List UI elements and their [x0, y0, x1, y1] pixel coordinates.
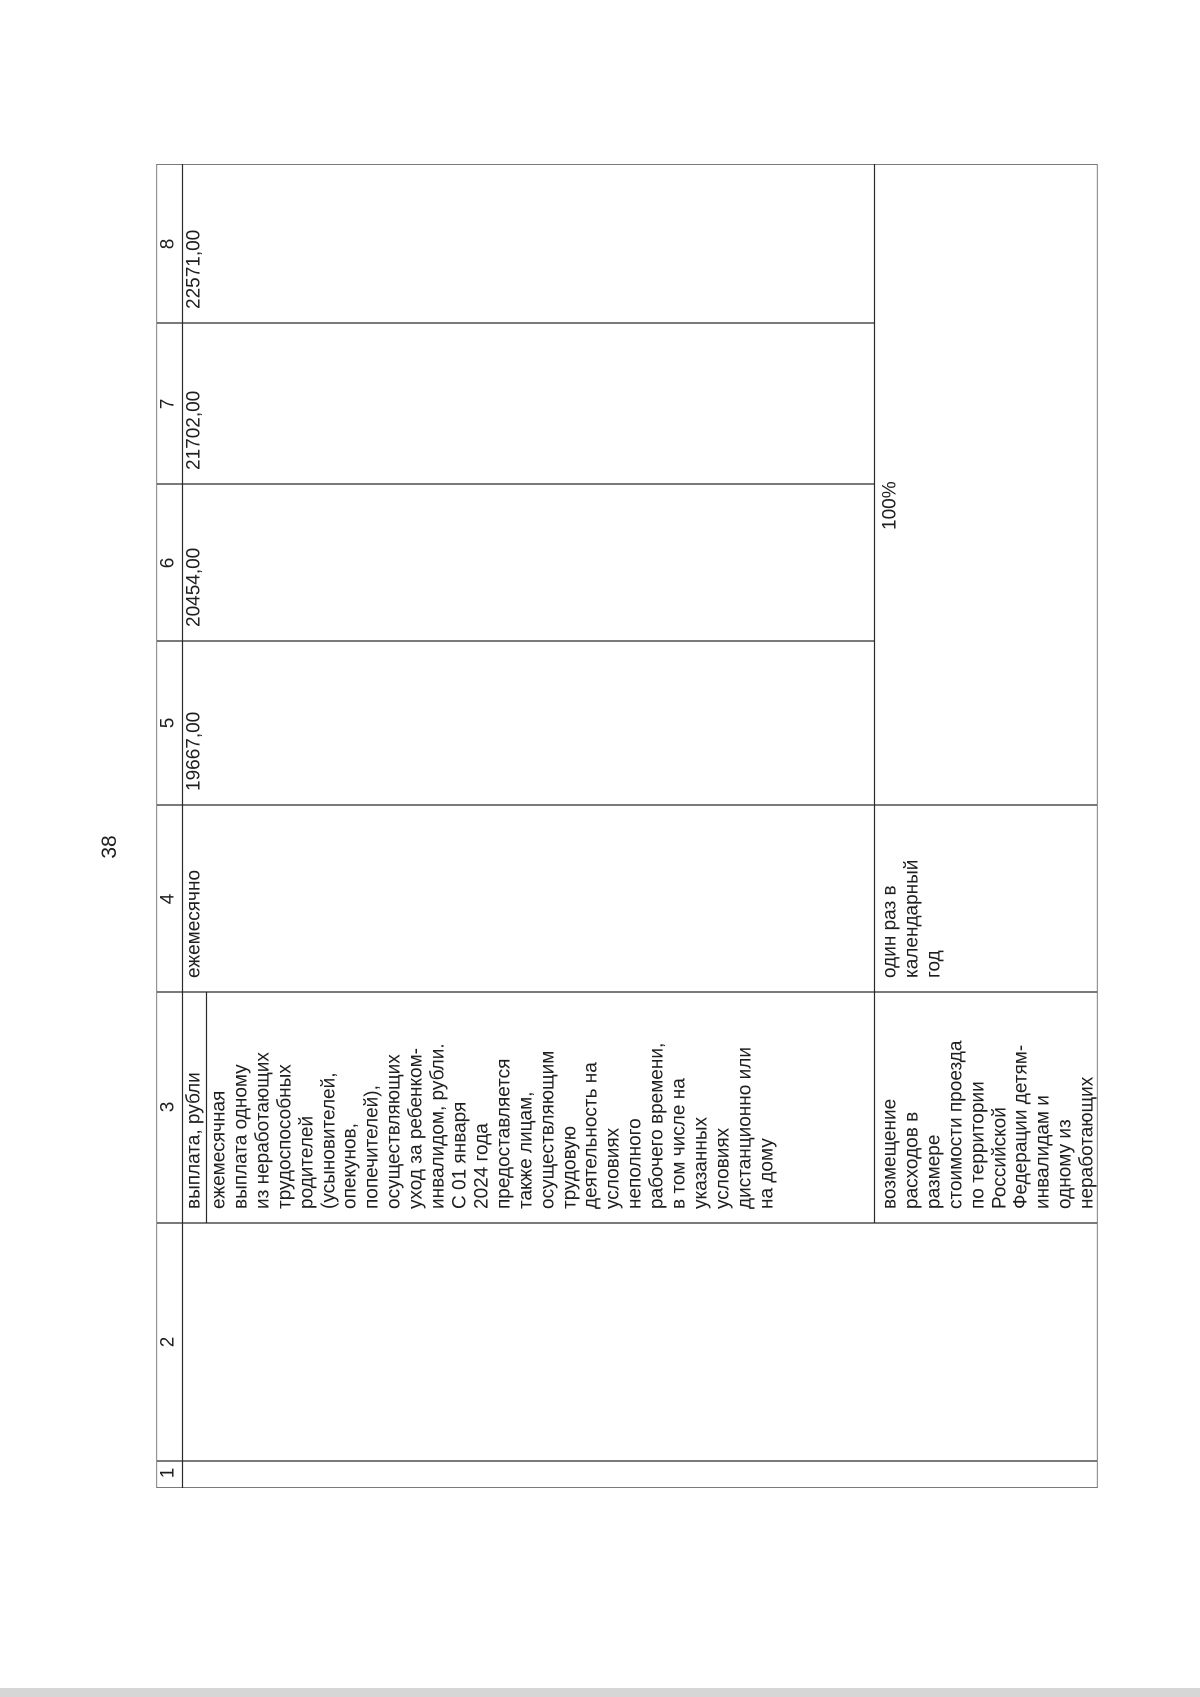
column-number-5: 5	[157, 717, 179, 729]
row-1-value-col-8: 22571,00	[183, 229, 205, 309]
column-number-1: 1	[157, 1467, 179, 1479]
row-2-merged-value: 100%	[879, 481, 901, 530]
row-2-frequency: один раз в календарный год	[879, 859, 945, 978]
continuation-text: выплата, рубли	[183, 1072, 205, 1209]
row-2-description: возмещение расходов в размере стоимости проезда по территории Российской Федерации детям- инвалидам и одному из неработающих	[879, 1040, 1098, 1209]
column-number-6: 6	[157, 557, 179, 569]
row-1-frequency: ежемесячно	[183, 869, 205, 978]
table-grid	[157, 164, 1098, 1488]
rotated-table	[157, 164, 1098, 1488]
column-number-2: 2	[157, 1336, 179, 1348]
row-1-value-col-7: 21702,00	[183, 390, 205, 470]
page-number: 38	[98, 835, 121, 859]
row-1-value-col-6: 20454,00	[183, 547, 205, 627]
column-number-7: 7	[157, 398, 179, 410]
column-number-8: 8	[157, 238, 179, 250]
row-1-description: ежемесячная выплата одному из неработающих трудоспособных родителей (усыновителей, опекунов, попечителей), осуществляющих уход за ребенком- инвалидом, рубли. С 01 января 2024 года предоставляется также лицам, осуществляющим трудовую деятельность на условиях неполного рабочего времени, в том числе на указанных условиях дистанционно или на дому	[208, 1042, 778, 1209]
scan-edge	[0, 1688, 1200, 1697]
column-number-3: 3	[157, 1101, 179, 1113]
row-1-value-col-5: 19667,00	[183, 711, 205, 791]
column-number-4: 4	[157, 893, 179, 905]
